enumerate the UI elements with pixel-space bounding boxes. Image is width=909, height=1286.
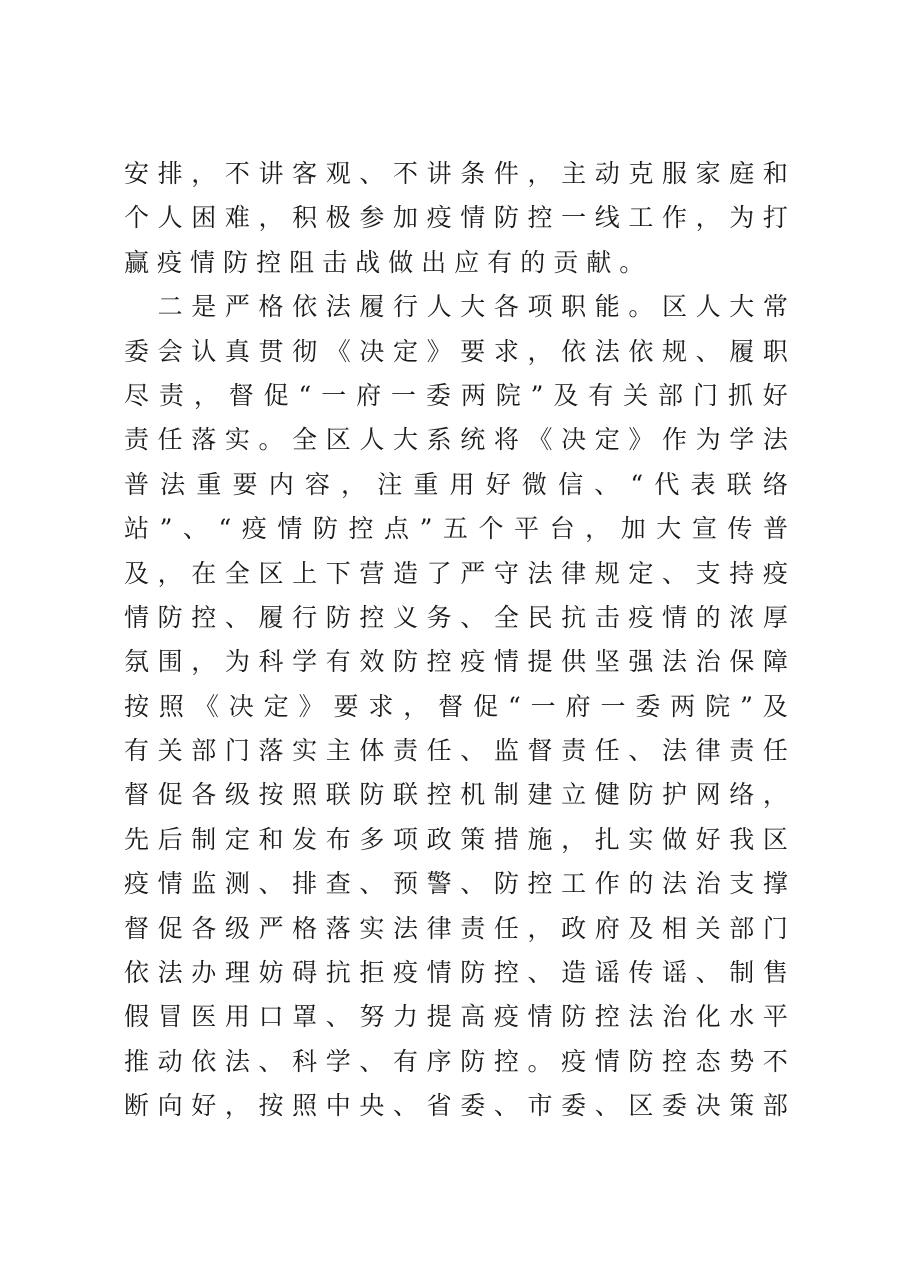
text-line: 推 动 依 法 、 科 学 、 有 序 防 控 。 疫 情 防 控 态 势 不 <box>124 1046 788 1076</box>
text-line: 及 ， 在 全 区 上 下 营 造 了 严 守 法 律 规 定 、 支 持 疫 <box>124 558 788 588</box>
text-line: 按 照 《 决 定 》 要 求 ， 督 促 “ 一 府 一 委 两 院 ” 及 <box>124 691 788 721</box>
text-line: 个 人 困 难 ， 积 极 参 加 疫 情 防 控 一 线 工 作 ， 为 打 <box>124 203 788 233</box>
text-line: 二 是 严 格 依 法 履 行 人 大 各 项 职 能 。 区 人 大 常 <box>157 292 788 322</box>
text-line: 普 法 重 要 内 容 ， 注 重 用 好 微 信 、 “ 代 表 联 络 <box>124 469 788 499</box>
text-line: 安 排 ， 不 讲 客 观 、 不 讲 条 件 ， 主 动 克 服 家 庭 和 <box>124 159 788 188</box>
text-line: 赢 疫 情 防 控 阻 击 战 做 出 应 有 的 贡 献 。 <box>124 247 645 277</box>
text-line: 先 后 制 定 和 发 布 多 项 政 策 措 施 ， 扎 实 做 好 我 区 <box>124 824 788 854</box>
text-line: 督 促 各 级 严 格 落 实 法 律 责 任 ， 政 府 及 相 关 部 门 <box>124 913 788 943</box>
text-line: 疫 情 监 测 、 排 查 、 预 警 、 防 控 工 作 的 法 治 支 撑 <box>124 869 788 899</box>
text-line: 依 法 办 理 妨 碍 抗 拒 疫 情 防 控 、 造 谣 传 谣 、 制 售 <box>124 958 788 988</box>
text-line: 尽 责 ， 督 促 “ 一 府 一 委 两 院 ” 及 有 关 部 门 抓 好 <box>124 380 788 410</box>
text-line: 责 任 落 实 。 全 区 人 大 系 统 将 《 决 定 》 作 为 学 法 <box>124 425 788 455</box>
text-line: 站 ” 、 “ 疫 情 防 控 点 ” 五 个 平 台 ， 加 大 宣 传 普 <box>124 514 788 544</box>
text-line: 氛 围 ， 为 科 学 有 效 防 控 疫 情 提 供 坚 强 法 治 保 障 <box>124 647 788 677</box>
text-line: 假 冒 医 用 口 罩 、 努 力 提 高 疫 情 防 控 法 治 化 水 平 <box>124 1002 788 1032</box>
text-line: 督 促 各 级 按 照 联 防 联 控 机 制 建 立 健 防 护 网 络 ， <box>124 780 788 810</box>
body-text <box>124 152 788 1129</box>
text-line: 委 会 认 真 贯 彻 《 决 定 》 要 求 ， 依 法 依 规 、 履 职 <box>124 336 788 366</box>
text-line: 断 向 好 ， 按 照 中 央 、 省 委 、 市 委 、 区 委 决 策 部 <box>124 1091 788 1121</box>
text-line: 有 关 部 门 落 实 主 体 责 任 、 监 督 责 任 、 法 律 责 任 <box>124 736 788 766</box>
text-line: 情 防 控 、 履 行 防 控 义 务 、 全 民 抗 击 疫 情 的 浓 厚 <box>124 602 788 632</box>
